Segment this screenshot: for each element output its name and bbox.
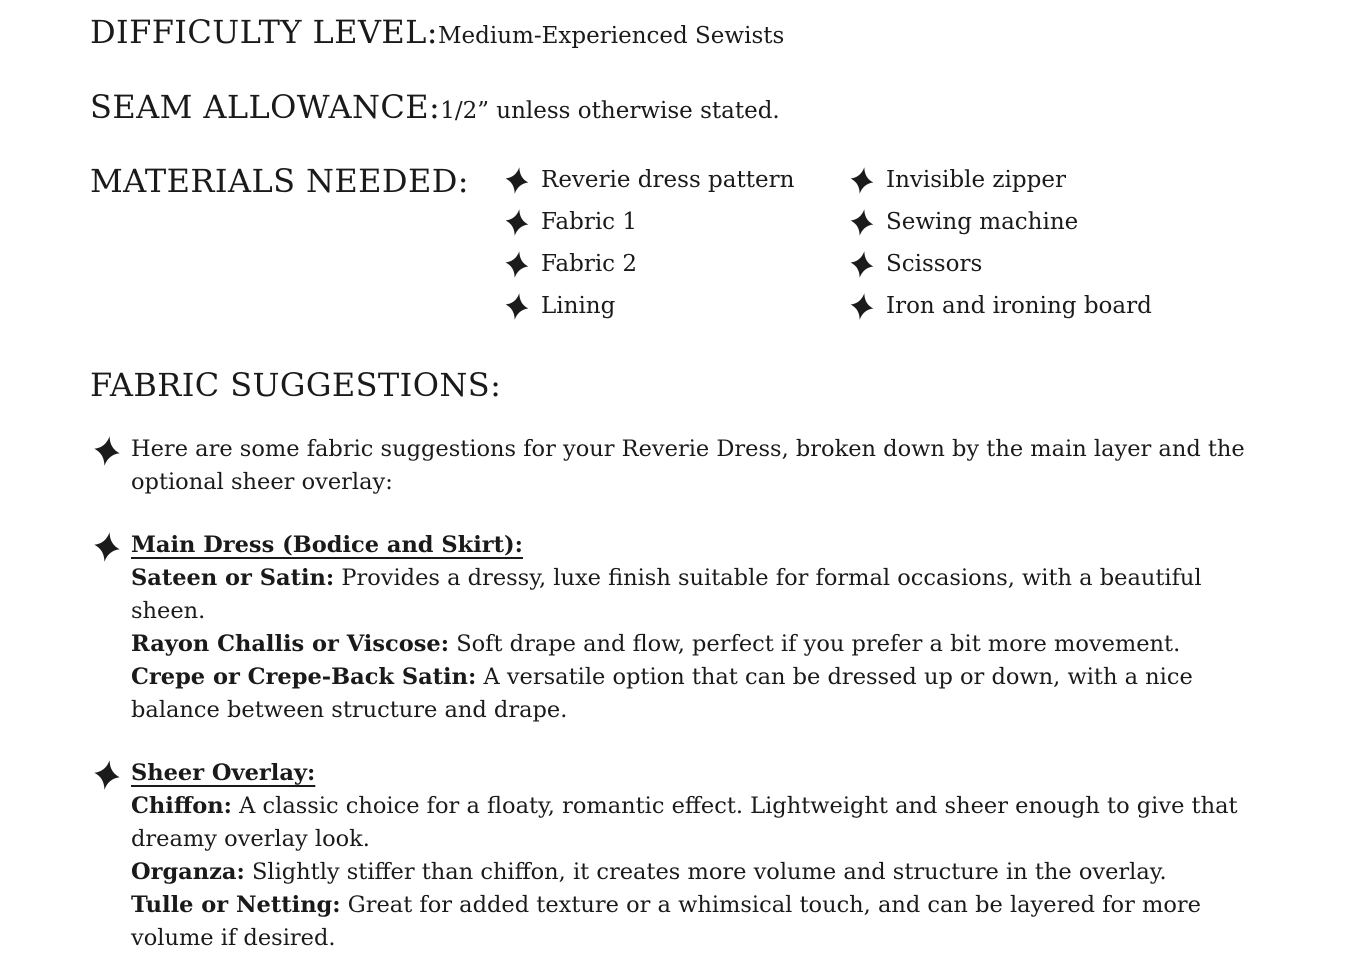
section-title-line — [131, 757, 1256, 790]
materials-item — [505, 243, 850, 285]
section-title: Main Dress (Bodice and Skirt): — [131, 532, 523, 558]
materials-item-label: Fabric 1 — [541, 209, 638, 235]
fabric-term: Rayon Challis or Viscose: — [131, 631, 450, 657]
materials-item — [850, 285, 1278, 327]
fabric-desc: A versatile option that can be dressed up or down, with a nice balance between structure and drape. — [131, 664, 1193, 723]
sparkle-bullet-icon — [503, 207, 531, 238]
fabric-desc: A classic choice for a floaty, romantic effect. Lightweight and sheer enough to give that dreamy overlay look. — [131, 793, 1238, 852]
materials-item — [505, 285, 850, 327]
materials-column-2 — [850, 159, 1278, 327]
difficulty-value: Medium-Experienced Sewists — [438, 23, 785, 49]
difficulty-label: DIFFICULTY LEVEL: — [90, 13, 438, 51]
fabric-item — [131, 889, 1256, 955]
sparkle-bullet-icon — [503, 249, 531, 280]
materials-row — [90, 159, 1278, 327]
seam-allowance-value: 1/2” unless otherwise stated. — [440, 98, 780, 124]
fabric-section-main-dress — [90, 529, 1278, 727]
fabric-item — [131, 628, 1256, 661]
materials-item — [850, 243, 1278, 285]
materials-item — [505, 201, 850, 243]
fabric-suggestions-heading: FABRIC SUGGESTIONS: — [90, 366, 502, 404]
materials-item-label: Iron and ironing board — [886, 293, 1152, 319]
materials-item-label: Invisible zipper — [886, 167, 1066, 193]
materials-item — [850, 201, 1278, 243]
materials-item-label: Lining — [541, 293, 616, 319]
seam-allowance-row — [90, 85, 1278, 129]
fabric-item — [131, 661, 1256, 727]
difficulty-row — [90, 10, 1278, 54]
sparkle-bullet-icon — [848, 249, 876, 280]
sparkle-bullet-icon — [503, 291, 531, 322]
materials-item — [850, 159, 1278, 201]
sparkle-bullet-icon — [848, 207, 876, 238]
fabric-desc: Great for added texture or a whimsical touch, and can be layered for more volume if desired. — [131, 892, 1201, 951]
seam-allowance-label: SEAM ALLOWANCE: — [90, 88, 441, 126]
materials-item-label: Fabric 2 — [541, 251, 638, 277]
materials-item — [505, 159, 850, 201]
fabric-intro-text: Here are some fabric suggestions for your Reverie Dress, broken down by the main layer and the optional sheer overlay: — [131, 436, 1245, 495]
materials-item-label: Reverie dress pattern — [541, 167, 795, 193]
sparkle-bullet-icon — [848, 165, 876, 196]
fabric-desc: Provides a dressy, luxe finish suitable for formal occasions, with a beautiful sheen. — [131, 565, 1202, 624]
fabric-intro — [90, 433, 1278, 499]
fabric-desc: Soft drape and flow, perfect if you prefer a bit more movement. — [456, 631, 1181, 657]
fabric-suggestions — [90, 363, 1278, 955]
section-title-line — [131, 529, 1256, 562]
fabric-desc: Slightly stiffer than chiffon, it creates more volume and structure in the overlay. — [251, 859, 1167, 885]
sparkle-bullet-icon — [503, 165, 531, 196]
fabric-term: Tulle or Netting: — [131, 892, 341, 918]
materials-label: MATERIALS NEEDED: — [90, 162, 469, 200]
fabric-term: Organza: — [131, 859, 245, 885]
fabric-item — [131, 856, 1256, 889]
materials-column-1 — [505, 159, 850, 327]
sparkle-bullet-icon — [848, 291, 876, 322]
materials-item-label: Sewing machine — [886, 209, 1079, 235]
section-title: Sheer Overlay: — [131, 760, 316, 786]
fabric-term: Crepe or Crepe-Back Satin: — [131, 664, 477, 690]
sparkle-bullet-icon — [92, 530, 123, 564]
materials-item-label: Scissors — [886, 251, 983, 277]
sparkle-bullet-icon — [92, 758, 123, 792]
fabric-term: Sateen or Satin: — [131, 565, 335, 591]
fabric-section-sheer-overlay — [90, 757, 1278, 955]
fabric-term: Chiffon: — [131, 793, 232, 819]
fabric-item — [131, 790, 1256, 856]
sparkle-bullet-icon — [92, 434, 123, 468]
fabric-item — [131, 562, 1256, 628]
